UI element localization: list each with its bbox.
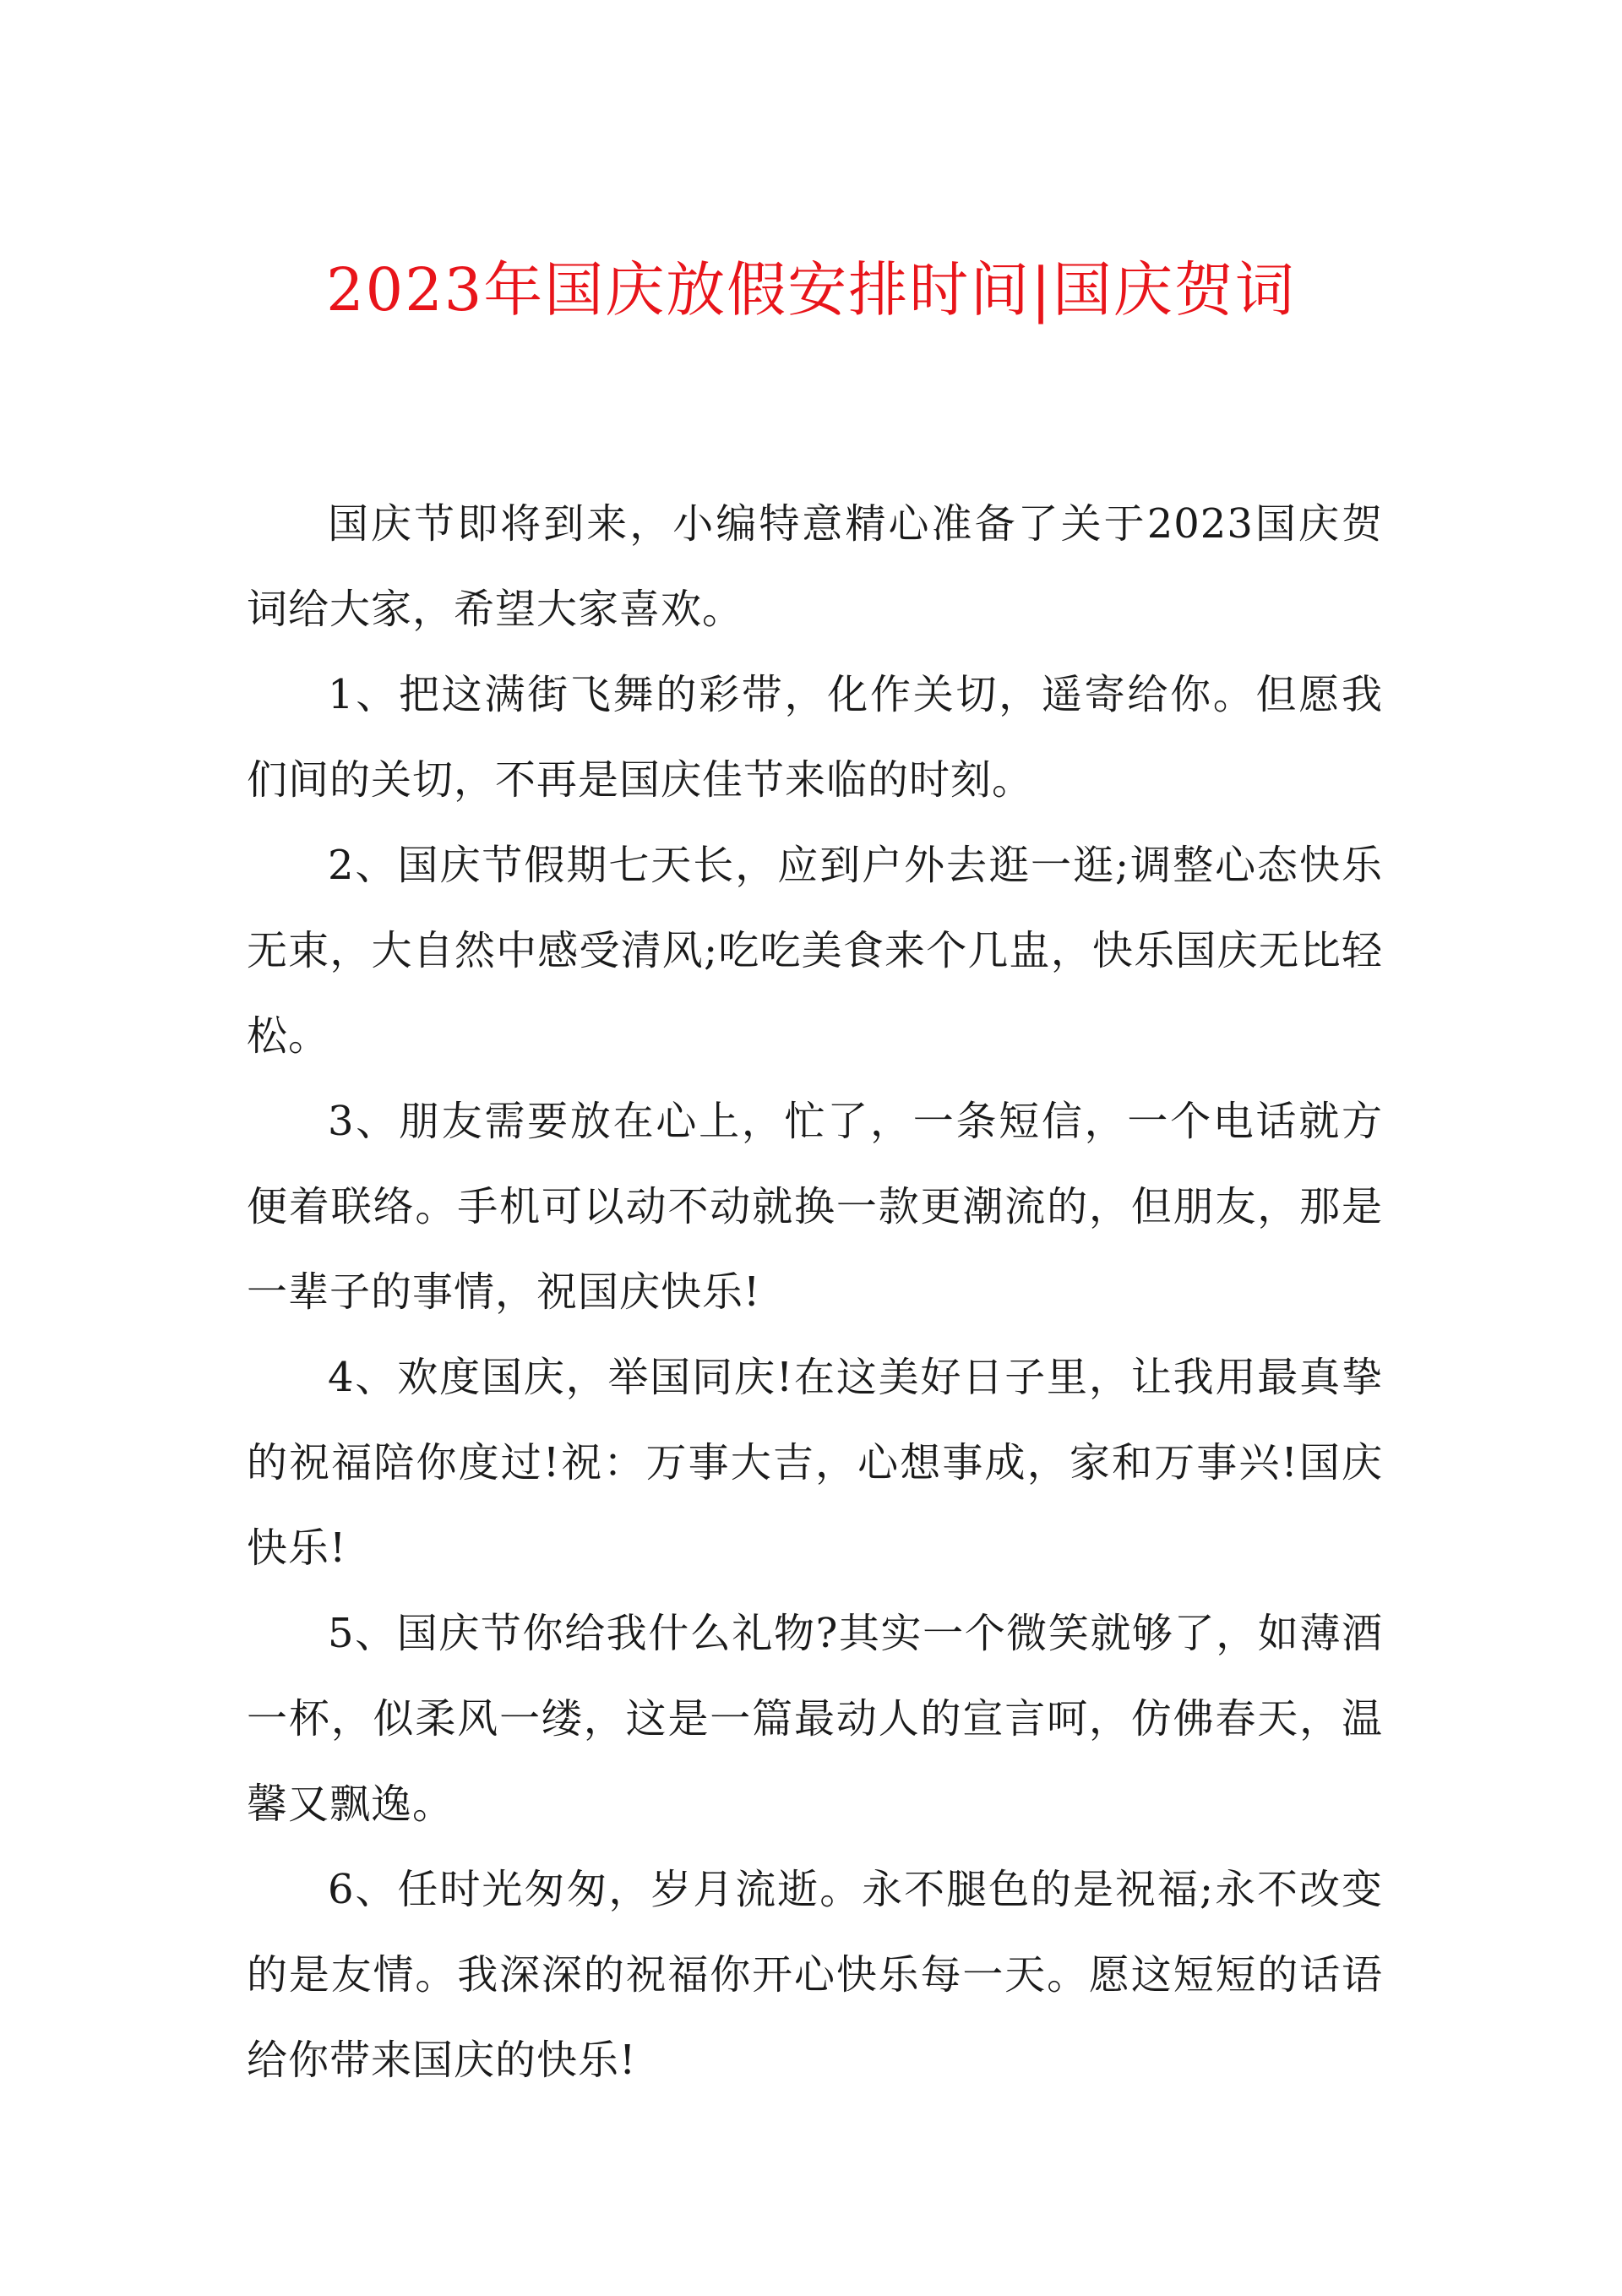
document-title: 2023年国庆放假安排时间|国庆贺词 xyxy=(326,255,1296,324)
greeting-item-6: 6、任时光匆匆，岁月流逝。永不腿色的是祝福;永不改变的是友情。我深深的祝福你开心快乐每一天。愿这短短的话语给你带来国庆的快乐! xyxy=(247,1866,1383,2084)
greeting-item-5: 5、国庆节你给我什么礼物?其实一个微笑就够了，如薄酒一杯，似柔风一缕，这是一篇最动人的宣言呵，仿佛春天，温馨又飘逸。 xyxy=(247,1610,1383,1828)
greeting-item-1: 1、把这满街飞舞的彩带，化作关切，遥寄给你。但愿我们间的关切，不再是国庆佳节来临的时刻。 xyxy=(247,671,1383,804)
document-body xyxy=(247,482,1383,2103)
intro-paragraph: 国庆节即将到来，小编特意精心准备了关于2023国庆贺词给大家，希望大家喜欢。 xyxy=(247,500,1383,633)
greeting-item-4: 4、欢度国庆，举国同庆!在这美好日子里，让我用最真挚的祝福陪你度过!祝：万事大吉，心想事成，家和万事兴!国庆快乐! xyxy=(247,1354,1383,1572)
greeting-item-2: 2、国庆节假期七天长，应到户外去逛一逛;调整心态快乐无束，大自然中感受清风;吃吃美食来个几盅，快乐国庆无比轻松。 xyxy=(247,842,1383,1060)
greeting-item-3: 3、朋友需要放在心上，忙了，一条短信，一个电话就方便着联络。手机可以动不动就换一款更潮流的，但朋友，那是一辈子的事情，祝国庆快乐! xyxy=(247,1098,1383,1316)
